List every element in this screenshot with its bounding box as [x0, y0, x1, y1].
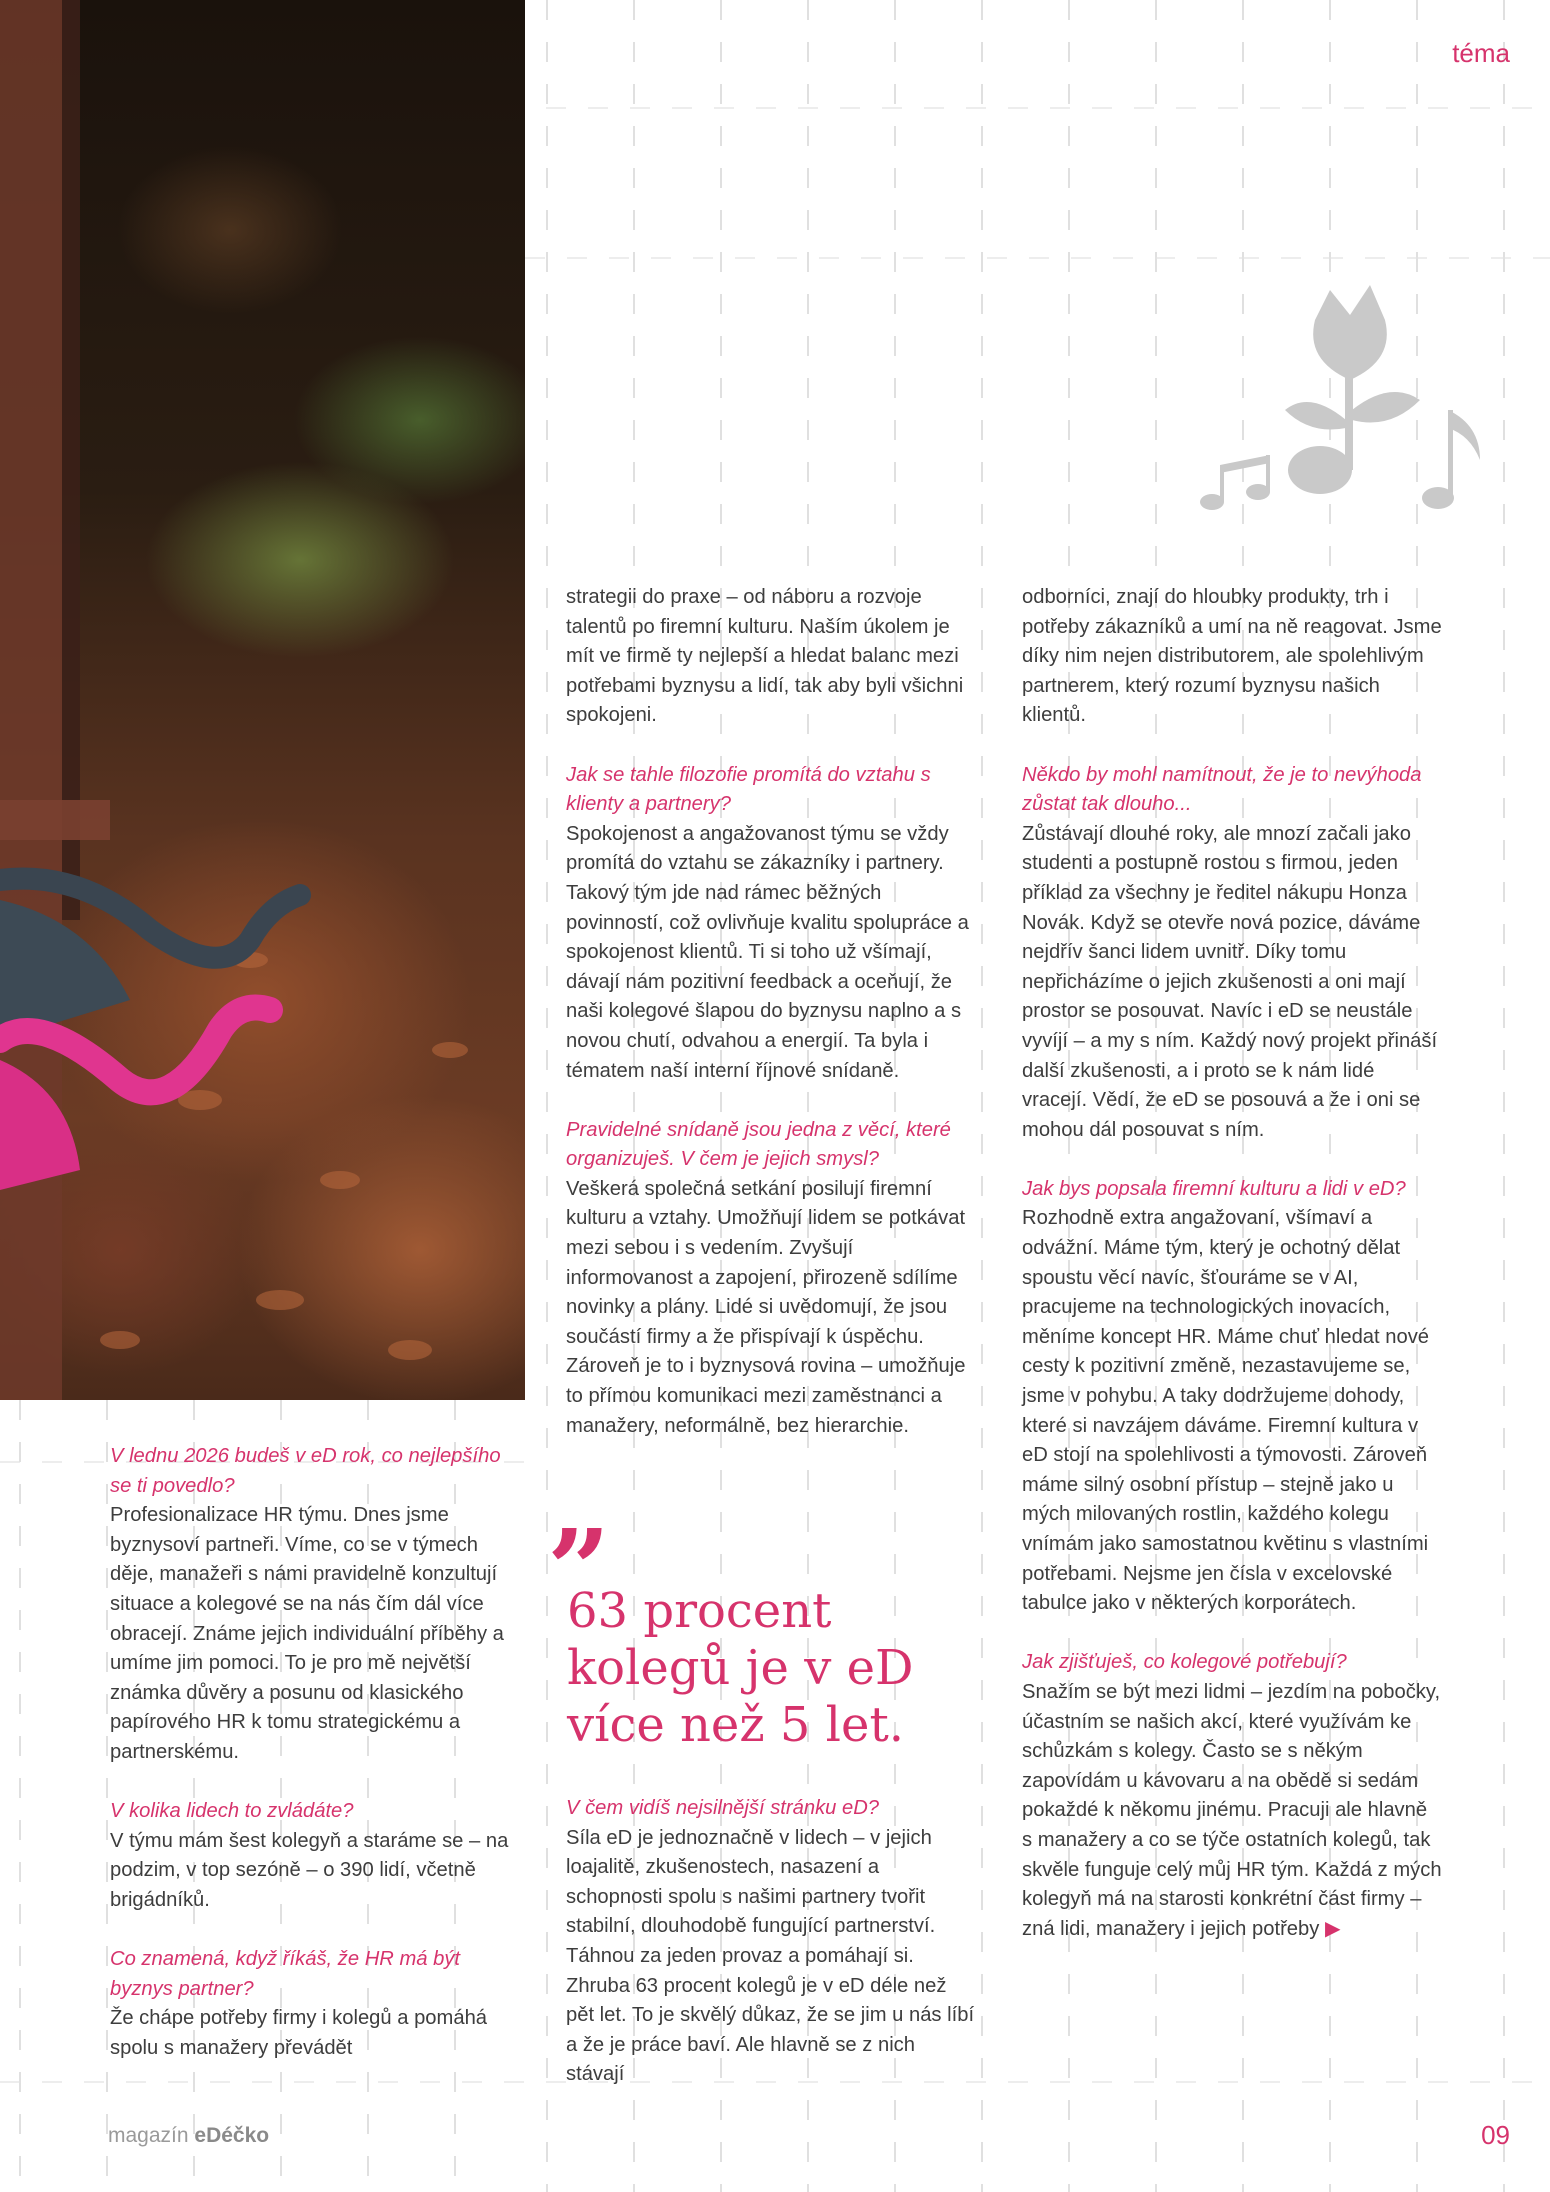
column-middle [566, 583, 976, 1471]
qa-block [1022, 1648, 1442, 1944]
answer: odborníci, znají do hloubky produkty, trh i potřeby zákazníků a umí na ně reagovat. Jsme díky nim nejen distributorem, ale spolehlivým partnerem, který rozumí byznysu našich klientů. [1022, 586, 1442, 727]
photo-leaves-watering-can [0, 0, 525, 1400]
answer: strategii do praxe – od náboru a rozvoje talentů po firemní kulturu. Naším úkolem je mít ve firmě ty nejlepší a hledat balanc mezi potřebami byznysu a lidí, tak aby byli všichni spokojeni. [566, 586, 964, 727]
quote-mark-icon: ” [547, 1505, 611, 1634]
question: Jak bys popsala firemní kulturu a lidi v eD? [1022, 1177, 1406, 1200]
qa-block [110, 1945, 520, 2063]
column-middle-lower [566, 1794, 976, 2120]
answer: V týmu mám šest kolegyň a staráme se – na podzim, v top sezóně – o 390 lidí, včetně brigádníků. [110, 1829, 509, 1911]
page-number: 09 [1481, 2120, 1510, 2150]
question: V čem vidíš nejsilnější stránku eD? [566, 1797, 880, 1819]
qa-block [1022, 761, 1442, 1146]
qa-block [110, 1797, 520, 1915]
question: V lednu 2026 budeš v eD rok, co nejlepšího se ti povedlo? [110, 1445, 501, 1497]
answer: Rozhodně extra angažovaní, všímaví a odvážní. Máme tým, který je ochotný dělat spoustu věcí navíc, šťouráme se v AI, pracujeme na technologických inovacích, měníme koncept HR. Máme chuť hledat nové cesty k pozitivní změně, nezastavujeme se, jsme v pohybu. A taky dodržujeme dohody, které si navzájem dáváme. Firemní kultura v eD stojí na spolehlivosti a týmovosti. Zároveň máme silný osobní přístup – stejně jako u mých milovaných rostlin, každého kolegu vnímám jako samostatnou květinu s vlastními potřebami. Nejsme jen čísla v excelovské tabulce jako v některých korporátech. [1022, 1207, 1430, 1615]
pull-quote: 63 procent kolegů je v eD více než 5 let. [567, 1583, 914, 1753]
answer [1022, 1678, 1442, 1944]
question: Pravidelné snídaně jsou jedna z věcí, které organizuješ. V čem je jejich smysl? [566, 1118, 951, 1171]
answer: Síla eD je jednoznačně v lidech – v jejich loajalitě, zkušenostech, nasazení a schopnosti spolu s našimi partnery tvořit stabilní, dlouhodobě fungující partnerství. Táhnou za jeden provaz a pomáhají si. Zhruba 63 procent kolegů je v eD déle než pět let. To je skvělý důkaz, že se jim u nás líbí a že je práce baví. Ale hlavně se z nich stávají [566, 1826, 975, 2086]
photo-illustration [0, 0, 525, 1400]
qa-block [566, 1794, 976, 2090]
continue-arrow-icon: ▶ [1324, 1917, 1341, 1940]
magazine-prefix: magazín [108, 2124, 195, 2147]
question: Někdo by mohl namítnout, že je to nevýhoda zůstat tak dlouho... [1022, 763, 1422, 816]
answer: Zůstávají dlouhé roky, ale mnozí začali jako studenti a postupně rostou s firmou, jeden příklad za všechny je ředitel nákupu Honza Novák. Když se otevře nová pozice, dáváme nejdřív šanci lidem uvnitř. Díky tomu nepřicházíme o jejich zkušenosti a oni mají prostor se posouvat. Navíc i eD se neustále vyvíjí – a my s ním. Každý nový projekt přináší další zkušenosti, a i proto se k nám lidé vracejí. Vědí, že eD se posouvá a že i oni se mohou dál posouvat s ním. [1022, 822, 1438, 1141]
question: Co znamená, když říkáš, že HR má být byznys partner? [110, 1948, 461, 2000]
qa-block [1022, 583, 1442, 731]
question: V kolika lidech to zvládáte? [110, 1800, 354, 1823]
answer-text: Snažím se být mezi lidmi – jezdím na pobočky, účastním se našich akcí, které využívám ke schůzkám s kolegy. Často se s někým zapovídám u kávovaru a na obědě si sedám pokaždé k někomu jinému. Pracuji ale hlavně s manažery a co se týče ostatních kolegů, tak skvěle funguje celý můj HR tým. Každá z mých kolegyň má na starosti konkrétní část firmy – zná lidi, manažery i jejich potřeby [1022, 1680, 1442, 1940]
qa-block [110, 1442, 520, 1768]
answer: Veškerá společná setkání posilují firemní kulturu a vztahy. Umožňují lidem se potkávat mezi sebou i s vedením. Zvyšují informovanost a zapojení, přirozeně sdílíme novinky a plány. Lidé si uvědomují, že jsou součástí firmy a že přispívají k úspěchu. Zároveň je to i byznysová rovina – umožňuje to přímou komunikaci mezi zaměstnanci a manažery, neformálně, bez hierarchie. [566, 1177, 966, 1437]
answer: Že chápe potřeby firmy i kolegů a pomáhá spolu s manažery převádět [110, 2007, 488, 2059]
footer-magazine-name [108, 2124, 269, 2148]
qa-block [1022, 1175, 1442, 1619]
answer: Profesionalizace HR týmu. Dnes jsme byznysoví partneři. Víme, co se v týmech děje, manažeři s námi pravidelně konzultují situace a kolegové se na nás čím dál více obracejí. Známe jejich individuální příběhy a umíme jim pomoci. To je pro mě největší známka důvěry a posunu od klasického papírového HR k tomu strategickému a partnerskému. [110, 1504, 504, 1763]
question: Jak se tahle filozofie promítá do vztahu s klienty a partnery? [566, 763, 931, 816]
qa-block [566, 583, 976, 731]
tulip-music-notes-icon [1180, 270, 1500, 520]
answer: Spokojenost a angažovanost týmu se vždy promítá do vztahu se zákazníky i partnery. Takový tým jde nad rámec běžných povinností, což ovlivňuje kvalitu spolupráce a spokojenost klientů. Ti si toho už všímají, dávají nám pozitivní feedback a oceňují, že naši kolegové šlapou do byznysu naplno a s novou chutí, odvahou a energií. Ta byla i tématem naší interní říjnové snídaně. [566, 822, 969, 1082]
qa-block [566, 1116, 976, 1442]
column-right [1022, 583, 1442, 1974]
section-tag: téma [1452, 38, 1510, 68]
column-left [110, 1442, 520, 2093]
qa-block [566, 761, 976, 1087]
magazine-brand: eDéčko [194, 2124, 270, 2147]
question: Jak zjišťuješ, co kolegové potřebují? [1022, 1651, 1347, 1674]
